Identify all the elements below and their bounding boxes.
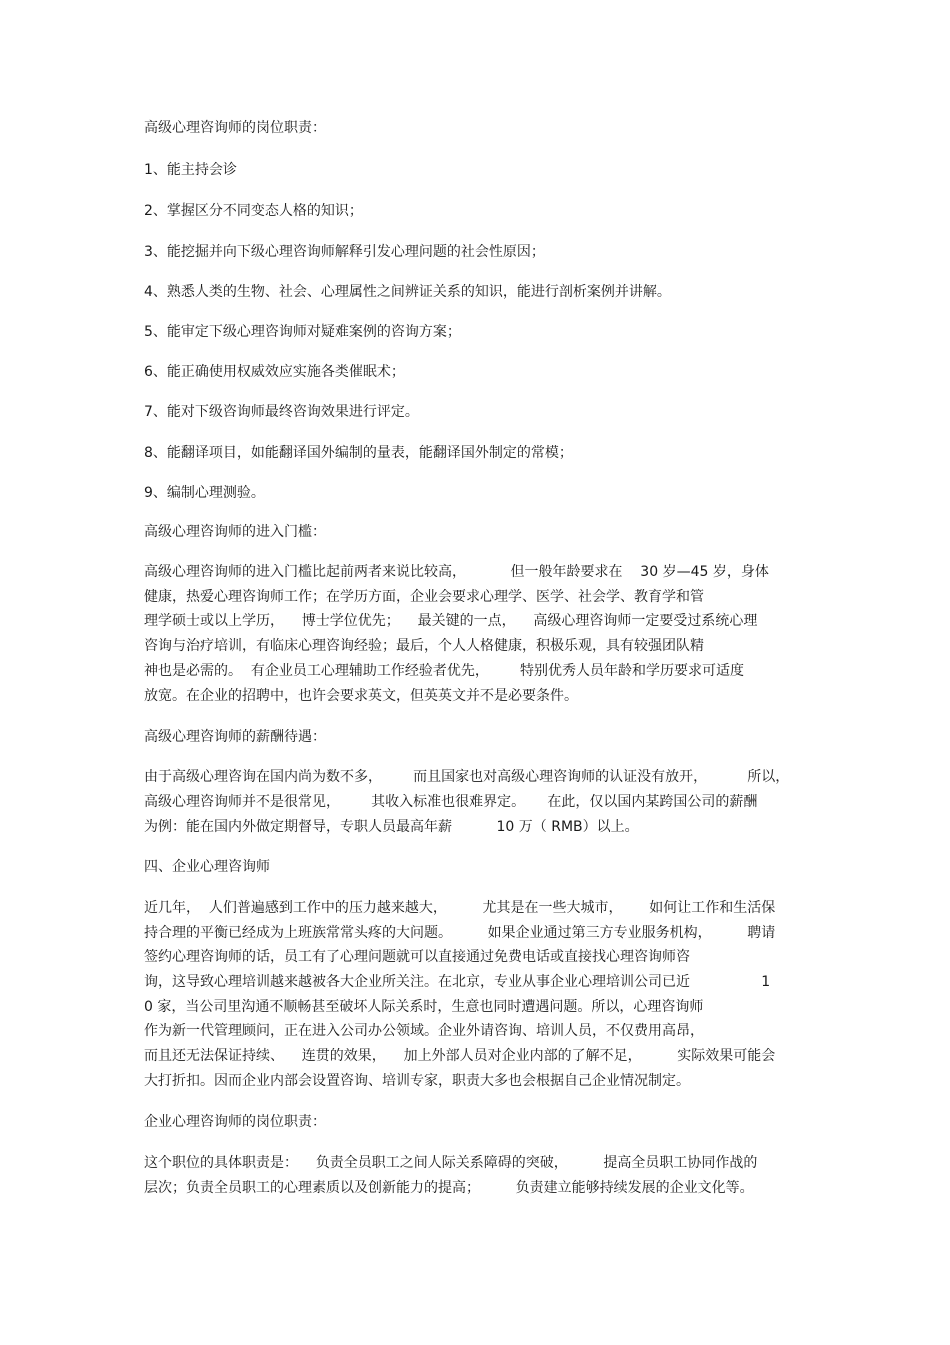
paragraph-line: 理学硕士或以上学历， 博士学位优先； 最关键的一点， 高级心理咨询师一定要受过系统心理 xyxy=(144,613,758,629)
duty-item: 3、能挖掘并向下级心理咨询师解释引发心理问题的社会性原因； xyxy=(144,244,545,260)
paragraph-line: 高级心理咨询师的进入门槛比起前两者来说比较高， 但一般年龄要求在 30 岁—45 岁，身体 xyxy=(144,564,769,580)
heading-senior-duties: 高级心理咨询师的岗位职责： xyxy=(144,120,326,136)
paragraph-line: 这个职位的具体职责是： 负责全员职工之间人际关系障碍的突破， 提高全员职工协同作战的 xyxy=(144,1155,758,1171)
duty-item: 9、编制心理测验。 xyxy=(144,485,265,501)
duty-item: 8、能翻译项目，如能翻译国外编制的量表，能翻译国外制定的常模； xyxy=(144,445,573,461)
paragraph-line: 放宽。在企业的招聘中，也许会要求英文，但英英文并不是必要条件。 xyxy=(144,688,578,704)
duty-item: 1、能主持会诊 xyxy=(144,162,237,178)
paragraph-line: 健康，热爱心理咨询师工作；在学历方面，企业会要求心理学、医学、社会学、教育学和管 xyxy=(144,589,704,605)
duty-item: 2、掌握区分不同变态人格的知识； xyxy=(144,203,363,219)
duty-item: 5、能审定下级心理咨询师对疑难案例的咨询方案； xyxy=(144,324,461,340)
paragraph-line: 由于高级心理咨询在国内尚为数不多， 而且国家也对高级心理咨询师的认证没有放开， 所以， xyxy=(144,769,790,785)
duty-item: 6、能正确使用权威效应实施各类催眠术； xyxy=(144,364,405,380)
paragraph-line: 高级心理咨询师并不是很常见， 其收入标准也很难界定。 在此，仅以国内某跨国公司的薪酬 xyxy=(144,794,758,810)
paragraph-line: 而且还无法保证持续、 连贯的效果， 加上外部人员对企业内部的了解不足， 实际效果可能会 xyxy=(144,1048,776,1064)
heading-enterprise-duties: 企业心理咨询师的岗位职责： xyxy=(144,1114,326,1130)
paragraph-line: 0 家，当公司里沟通不顺畅甚至破坏人际关系时，生意也同时遭遇问题。所以，心理咨询师 xyxy=(144,999,704,1015)
paragraph-line: 询，这导致心理培训越来越被各大企业所关注。在北京，专业从事企业心理培训公司已近 1 xyxy=(144,974,771,990)
duty-item: 7、能对下级咨询师最终咨询效果进行评定。 xyxy=(144,404,419,420)
paragraph-line: 签约心理咨询师的话，员工有了心理问题就可以直接通过免费电话或直接找心理咨询师咨 xyxy=(144,949,690,965)
paragraph-line: 层次；负责全员职工的心理素质以及创新能力的提高； 负责建立能够持续发展的企业文化等。 xyxy=(144,1180,754,1196)
paragraph-line: 大打折扣。因而企业内部会设置咨询、培训专家，职责大多也会根据自己企业情况制定。 xyxy=(144,1073,690,1089)
heading-section-four: 四、企业心理咨询师 xyxy=(144,859,270,875)
paragraph-line: 咨询与治疗培训，有临床心理咨询经验；最后，个人人格健康，积极乐观，具有较强团队精 xyxy=(144,638,704,654)
paragraph-line: 为例：能在国内外做定期督导，专职人员最高年薪 10 万（ RMB）以上。 xyxy=(144,819,639,835)
paragraph-line: 神也是必需的。 有企业员工心理辅助工作经验者优先， 特别优秀人员年龄和学历要求可适度 xyxy=(144,663,745,679)
paragraph-line: 持合理的平衡已经成为上班族常常头疼的大问题。 如果企业通过第三方专业服务机构， 聘请 xyxy=(144,925,776,941)
paragraph-line: 近几年， 人们普遍感到工作中的压力越来越大， 尤其是在一些大城市， 如何让工作和生活保 xyxy=(144,900,776,916)
paragraph-line: 作为新一代管理顾问，正在进入公司办公领域。企业外请咨询、培训人员，不仅费用高昂， xyxy=(144,1023,704,1039)
duty-item: 4、熟悉人类的生物、社会、心理属性之间辨证关系的知识，能进行剖析案例并讲解。 xyxy=(144,284,671,300)
heading-senior-threshold: 高级心理咨询师的进入门槛： xyxy=(144,524,326,540)
heading-senior-salary: 高级心理咨询师的薪酬待遇： xyxy=(144,729,326,745)
